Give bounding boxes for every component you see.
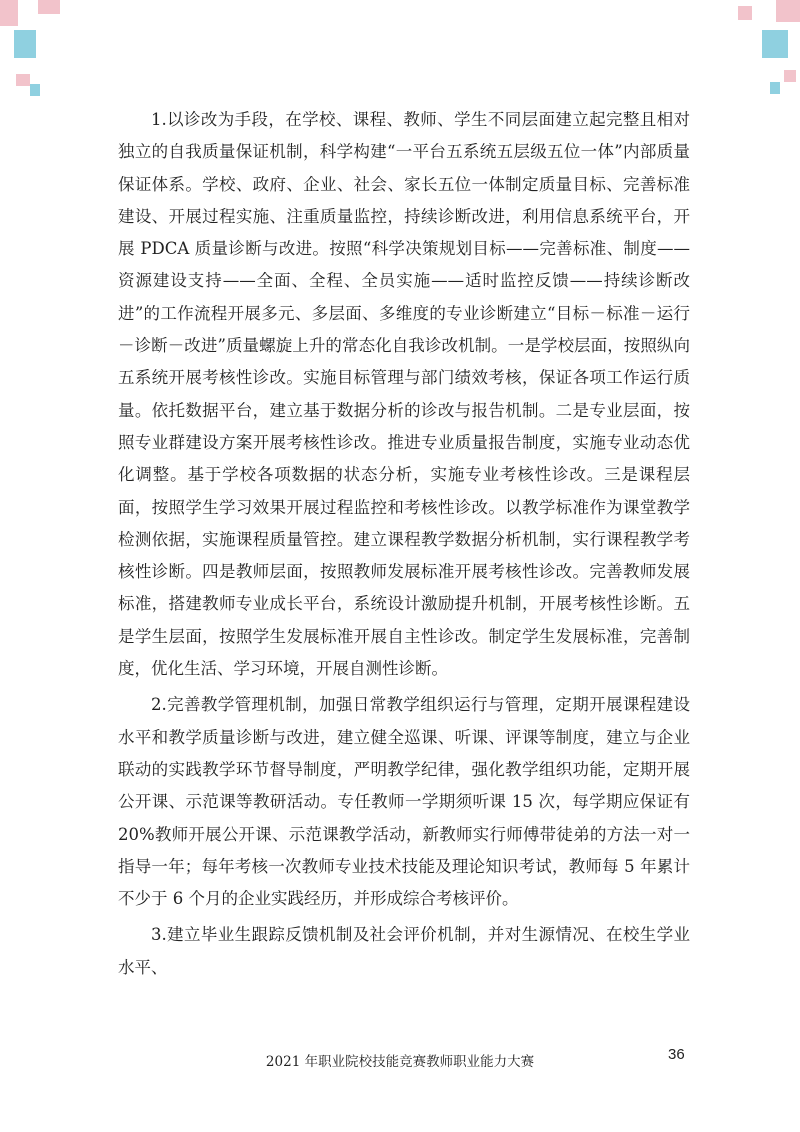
pink-square bbox=[16, 74, 30, 86]
blue-square bbox=[14, 30, 36, 58]
pink-square bbox=[776, 0, 800, 22]
paragraph-2: 2.完善教学管理机制，加强日常教学组织运行与管理，定期开展课程建设水平和教学质量诊断与改进，建立健全巡课、听课、评课等制度，建立与企业联动的实践教学环节督导制度，严明教学纪律，强化教学组织功能，定期开展公开课、示范课等教研活动。专任教师一学期须听课 15 次，每学期应保证有 20%教师开展公开课、示范课教学活动，新教师实行师傅带徒弟的方法一对一指导一年；每年考核一次教师专业技术技能及理论知识考试，教师每 5 年累计不少于 6 个月的企业实践经历，并形成综合考核评价。 bbox=[118, 695, 690, 909]
paragraph-1: 1.以诊改为手段，在学校、课程、教师、学生不同层面建立起完整且相对独立的自我质量保证机制，科学构建“一平台五系统五层级五位一体”内部质量保证体系。学校、政府、企业、社会、家长五位一体制定质量目标、完善标准建设、开展过程实施、注重质量监控，持续诊断改进，利用信息系统平台，开展 PDCA 质量诊断与改进。按照“科学决策规划目标——完善标准、制度——资源建设支持——全面、全程、全员实施——适时监控反馈——持续诊断改进”的工作流程开展多元、多层面、多维度的专业诊断建立“目标－标准－运行－诊断－改进”质量螺旋上升的常态化自我诊改机制。一是学校层面，按照纵向五系统开展考核性诊改。实施目标管理与部门绩效考核，保证各项工作运行质量。依托数据平台，建立基于数据分析的诊改与报告机制。二是专业层面，按照专业群建设方案开展考核性诊改。推进专业质量报告制度，实施专业动态优化调整。基于学校各项数据的状态分析，实施专业考核性诊改。三是课程层面，按照学生学习效果开展过程监控和考核性诊改。以教学标准作为课堂教学检测依据，实施课程质量管控。建立课程教学数据分析机制，实行课程教学考核性诊断。四是教师层面，按照教师发展标准开展考核性诊改。完善教师发展标准，搭建教师专业成长平台，系统设计激励提升机制，开展考核性诊断。五是学生层面，按照学生发展标准开展自主性诊改。制定学生发展标准，完善制度，优化生活、学习环境，开展自测性诊断。 bbox=[118, 110, 690, 679]
document-body bbox=[118, 104, 690, 988]
pink-square bbox=[784, 70, 796, 82]
paragraph-3: 3.建立毕业生跟踪反馈机制及社会评价机制，并对生源情况、在校生学业水平、 bbox=[118, 925, 690, 977]
pink-square bbox=[738, 6, 752, 20]
page-number: 36 bbox=[668, 1046, 685, 1063]
pink-square bbox=[38, 0, 60, 14]
footer-title: 2021 年职业院校技能竞赛教师职业能力大赛 bbox=[265, 1054, 535, 1070]
pink-square bbox=[0, 0, 18, 26]
blue-square bbox=[30, 84, 40, 96]
blue-square bbox=[762, 30, 788, 58]
blue-square bbox=[770, 82, 780, 94]
